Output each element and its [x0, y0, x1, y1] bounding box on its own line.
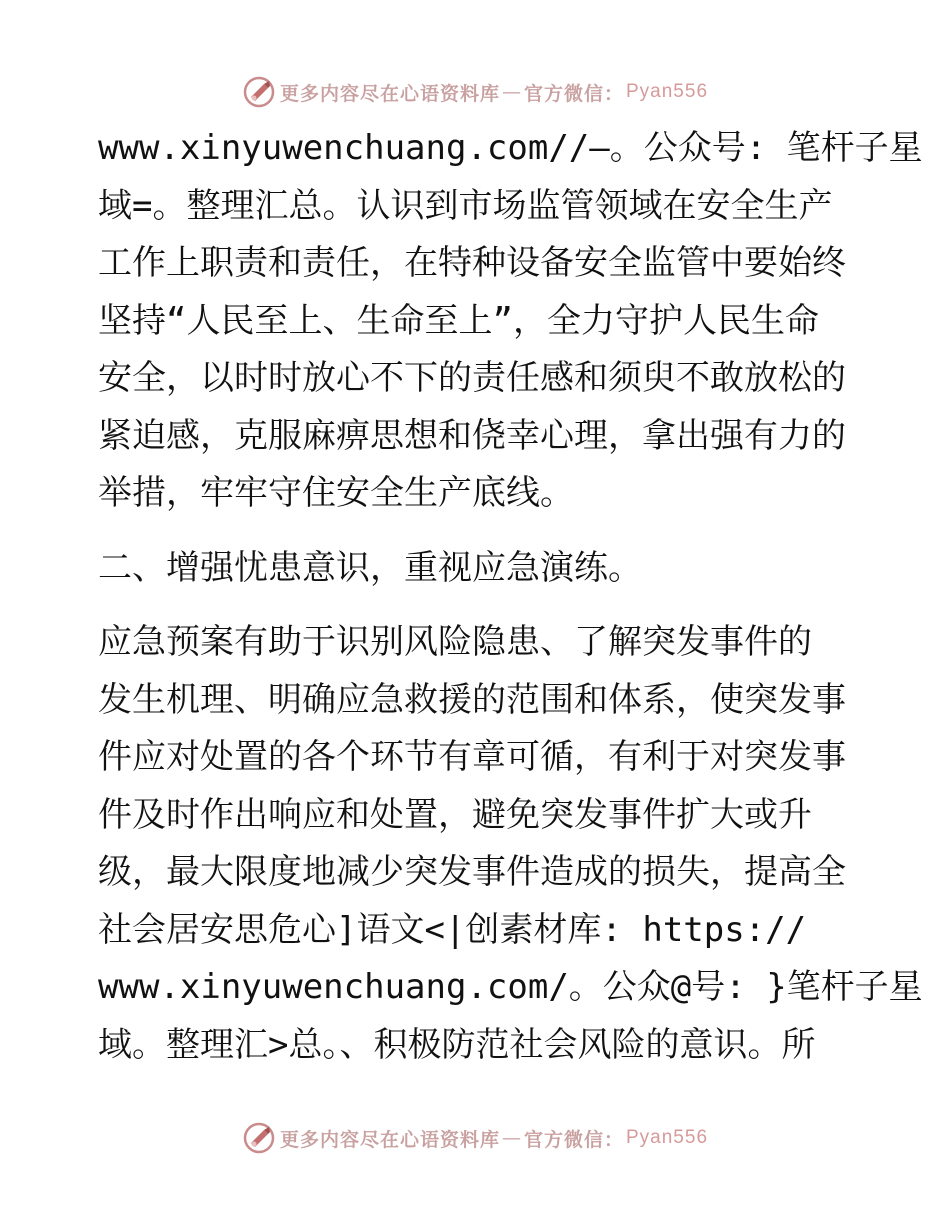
- text-line: 坚持“人民至上、生命至上”，全力守护人民生命: [98, 300, 819, 341]
- text-line: 级，最大限度地减少突发事件造成的损失，提高全: [98, 852, 846, 892]
- footer-brand-text: 更多内容尽在心语资料库: [279, 1128, 500, 1151]
- footer-dash: —: [501, 1127, 522, 1149]
- paragraph-2: [98, 614, 923, 1074]
- header-wechat-handle: Pyan556: [626, 81, 709, 102]
- logo-icon: [242, 1121, 276, 1155]
- footer-official-label: 官方微信：: [523, 1128, 624, 1151]
- text-line: 件应对处置的各个环节有章可循，有利于对突发事: [98, 737, 846, 777]
- text-line: 安全，以时时放心不下的责任感和须臾不敢放松的: [98, 358, 846, 398]
- text-line: www.xinyuwenchuang.com/。公众@号: }笔杆子星: [98, 967, 923, 1007]
- document-body: [98, 120, 923, 1074]
- text-line: 紧迫感，克服麻痹思想和侥幸心理，拿出强有力的: [98, 415, 846, 456]
- text-line: 工作上职责和责任，在特种设备安全监管中要始终: [98, 243, 846, 283]
- header-official-label: 官方微信：: [523, 82, 624, 105]
- footer-wechat-handle: Pyan556: [626, 1127, 709, 1148]
- logo-icon: [242, 75, 276, 109]
- text-line: 发生机理、明确应急救援的范围和体系，使突发事: [98, 679, 846, 720]
- text-line: 应急预案有助于识别风险隐患、了解突发事件的: [98, 622, 812, 662]
- text-line: 域=。整理汇总。认识到市场监管领域在安全生产: [98, 185, 833, 226]
- text-line: 举措，牢牢守住安全生产底线。: [98, 473, 574, 513]
- header-brand-text: 更多内容尽在心语资料库: [279, 82, 500, 105]
- page-footer: [0, 1118, 950, 1158]
- text-line: 件及时作出响应和处置，避免突发事件扩大或升: [98, 794, 812, 835]
- text-line: 社会居安思危心]语文<|创素材库: https://: [98, 909, 807, 950]
- text-line: www.xinyuwenchuang.com//—。公众号: 笔杆子星: [98, 128, 923, 168]
- text-line: 域。整理汇>总。、积极防范社会风险的意识。所: [98, 1024, 816, 1065]
- page-header: [0, 72, 950, 112]
- paragraph-1: [98, 120, 923, 523]
- section-heading: 二、增强忧患意识，重视应急演练。: [98, 547, 642, 588]
- header-dash: —: [501, 81, 522, 103]
